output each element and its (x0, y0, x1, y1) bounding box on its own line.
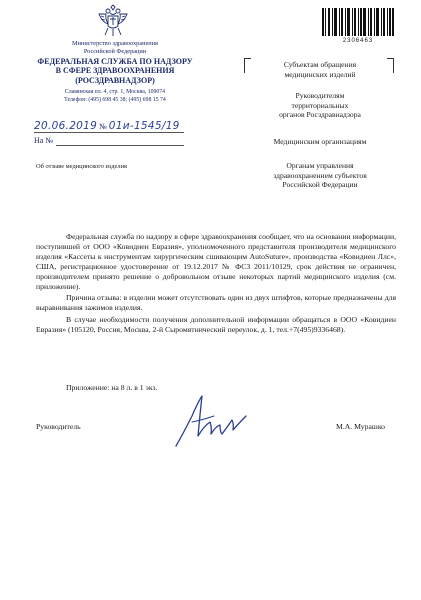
addressee-territorial-heads: Руководителям территориальных органов Росздравнадзора (279, 91, 361, 120)
letter-body (36, 232, 396, 337)
registration-number: 01и-1545/19 (108, 120, 180, 132)
signatory-name: М.А. Мурашко (336, 422, 386, 431)
addressee-bracket-left (244, 58, 251, 73)
addressee-health-authorities: Органам управления здравоохранением субъектов Российской Федерации (273, 161, 367, 190)
registration-number-sign: № (99, 122, 107, 131)
agency-address: Славянская пл. 4, стр. 1, Москва, 109074 Телефон: (495) 698 45 38; (495) 698 15 74 (64, 89, 166, 103)
signatory-title: Руководитель (36, 422, 81, 431)
barcode-number: 2306463 (342, 38, 374, 44)
registration-date: 20.06.2019 (34, 120, 98, 132)
letter-subject: Об отзыве медицинского изделия (36, 163, 127, 170)
body-paragraph-notice: Федеральная служба по надзору в сфере здравоохранения сообщает, что на основании информации, поступившей от ООО «Ковидиен Евразия», уполномоченного представителя производителя медицинского изделия «Кассеты к инструментам хирургическим сшивающим AutoSuture», производства «Ковидиен Ллс», США, регистрационное удостоверение от 19.12.2017 № ФСЗ 2011/10129, срок действия не ограничен, производителем принято решение о добровольном отзыве некоторых партий медицинского изделия (см. приложение). (36, 232, 396, 291)
addressee-subjects: Субъектам обращения медицинских изделий (283, 60, 357, 79)
addressee-bracket-right (387, 58, 394, 73)
ministry-name: Министерство здравоохранения Российской Федерации (72, 40, 158, 55)
agency-name: ФЕДЕРАЛЬНАЯ СЛУЖБА ПО НАДЗОРУ В СФЕРЕ ЗДРАВООХРАНЕНИЯ (РОСЗДРАВНАДЗОР) (37, 57, 193, 85)
reference-underline (56, 145, 184, 146)
handwritten-signature-icon (162, 392, 252, 450)
attachment-note: Приложение: на 8 л. в 1 экз. (66, 383, 158, 392)
registration-underline (34, 132, 184, 133)
eagle-emblem-icon (96, 4, 130, 38)
reference-number-label: На № (34, 136, 53, 145)
body-paragraph-contact: В случае необходимости получения дополнительной информации обращаться в ООО «Ковидиен Евразия» (105120, Россия, Москва, 2-й Сыромятнический переулок, д. 1, тел.+7(495)9336468). (36, 315, 396, 335)
addressee-medical-organizations: Медицинским организациям (273, 137, 367, 146)
registration-line (34, 120, 180, 132)
body-paragraph-reason: Причина отзыва: в изделии может отсутствовать один из двух штифтов, которые предназначены для выравнивания зажимов изделия. (36, 293, 396, 313)
barcode-icon (322, 8, 394, 36)
